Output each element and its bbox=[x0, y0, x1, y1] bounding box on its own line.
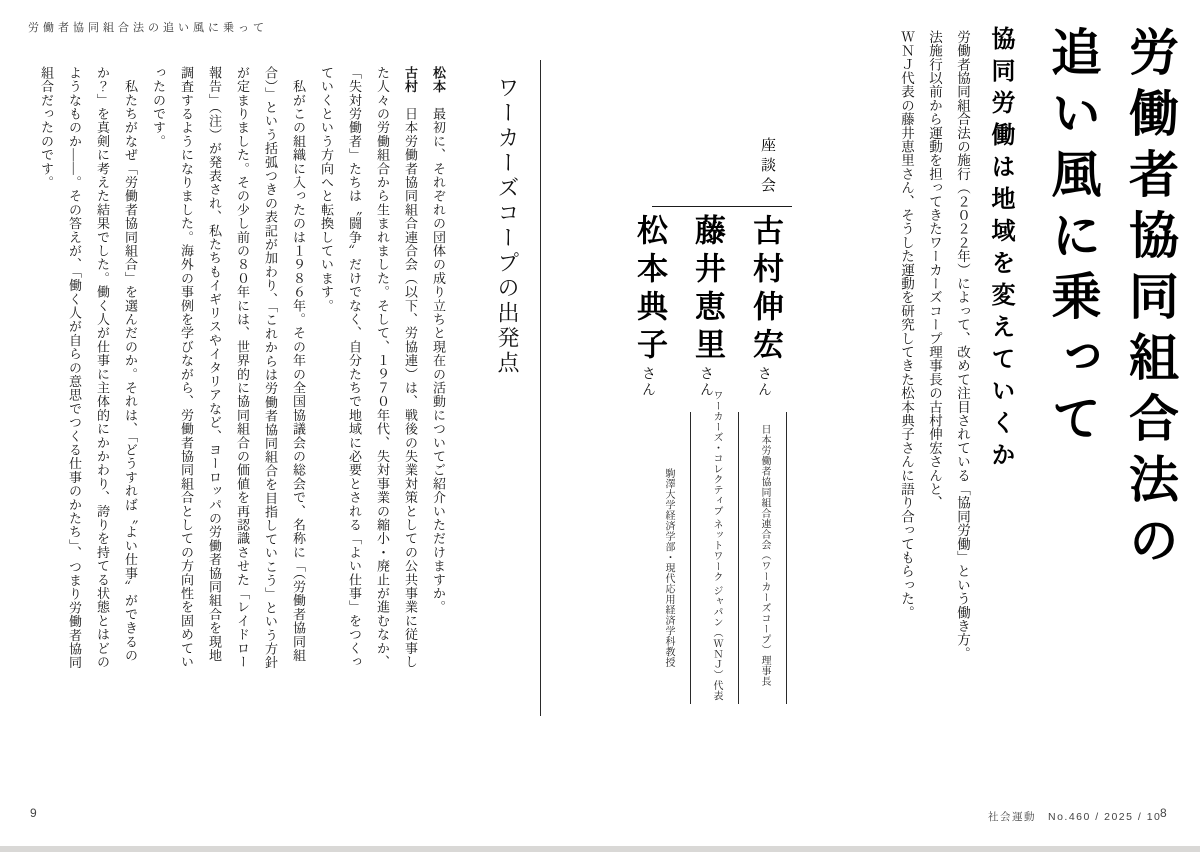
main-title-line-2: 追い風に乗って bbox=[1044, 26, 1101, 453]
speaker-name: 松本 bbox=[431, 66, 446, 94]
dialogue-text: 最初に、それぞれの団体の成り立ちと現在の活動についてご紹介いただけますか。 bbox=[431, 93, 446, 615]
lead-paragraph bbox=[892, 30, 976, 670]
roundtable-rule-line bbox=[652, 206, 792, 207]
speaker-name: 古村 bbox=[403, 66, 418, 94]
participant-names bbox=[620, 214, 794, 398]
dialogue-paragraph bbox=[424, 66, 452, 670]
honorific-suffix: さん bbox=[757, 366, 773, 398]
running-head: 労働者協同組合法の追い風に乗って bbox=[28, 22, 268, 34]
dialogue-text: 日本労働者協同組合連合会（以下、労協連）は、戦後の失業対策としての公共事業に従事した人々の労働組合から生まれました。そして、１９７０年代、失対事業の縮小・廃止が進むなか、「失対労働者」たちは〝闘争〟だけでなく、自分たちで地域に必要とされる「よい仕事」をつくっていくという方向へと転換しています。 bbox=[319, 66, 418, 669]
participant-separator-line bbox=[690, 412, 691, 704]
journal-issue-line: 社会運動 No.460 / 2025 / 10 bbox=[988, 811, 1162, 823]
participant-affiliation: ワーカーズ・コレクティブ ネットワーク ジャパン（ＷＮＪ）代表 bbox=[711, 390, 722, 702]
participant-name bbox=[620, 214, 678, 398]
article-body bbox=[28, 66, 452, 670]
honorific-suffix: さん bbox=[641, 366, 657, 398]
participant-name bbox=[678, 214, 736, 398]
dialogue-text: 私がこの組織に入ったのは１９８６年。その年の全国協議会の総会で、名称に「（労働者協同組合）」という括弧つきの表記が加わり、「これからは労働者協同組合を目指していこう」という方針が定まりました。その少し前の８０年には、世界的に協同組合の価値を再認識させた「レイドロー報告」（注）が発表され、私たちもイギリスやイタリアなど、ヨーロッパの労働者協同組合を現地調査するようになりました。海外の事例を学びながら、労働者協同組合としての方向性を固めていったのです。 bbox=[151, 66, 306, 670]
participant-name-text: 松本典子 bbox=[632, 214, 667, 366]
lead-line: 法施行以前から運動を担ってきたワーカーズコープ理事長の古村伸宏さんと、 bbox=[927, 30, 942, 510]
page-divider-line bbox=[540, 60, 541, 716]
subtitle: 協同労働は地域を変えていくか bbox=[987, 26, 1014, 474]
page-bottom-edge bbox=[0, 846, 1200, 852]
participant-affiliation: 日本労働者協同組合連合会（ワーカーズコープ）理事長 bbox=[759, 424, 770, 687]
participant-name-text: 古村伸宏 bbox=[748, 214, 783, 366]
participant-name-text: 藤井恵里 bbox=[690, 214, 725, 366]
section-heading: ワーカーズコープの出発点 bbox=[495, 76, 520, 376]
participant-name bbox=[736, 214, 794, 398]
dialogue-paragraph bbox=[312, 66, 424, 670]
page-number-right: 8 bbox=[1160, 806, 1167, 820]
page-number-left: 9 bbox=[30, 806, 37, 820]
participant-affiliation: 駒澤大学経済学部・現代応用経済学科教授 bbox=[663, 468, 674, 668]
lead-line: 労働者協同組合法の施行（２０２２年）によって、改めて注目されている「協同労働」という働き方。 bbox=[955, 30, 970, 661]
honorific-suffix: さん bbox=[699, 366, 715, 398]
dialogue-paragraph bbox=[144, 66, 312, 670]
participant-separator-line bbox=[786, 412, 787, 704]
dialogue-paragraph bbox=[32, 66, 144, 670]
main-title-line-1: 労働者協同組合法の bbox=[1122, 26, 1178, 575]
dialogue-text: 私たちがなぜ「労働者協同組合」を選んだのか。それは、「どうすれば〝よい仕事〟ができるのか？」を真剣に考えた結果でした。働く人が仕事に主体的にかかわり、誇りを持てる状態とはどのようなものか――。その答えが、「働く人が自らの意思でつくる仕事のかたち」、つまり労働者協同組合だったのです。 bbox=[39, 66, 138, 670]
participant-separator-line bbox=[738, 412, 739, 704]
roundtable-label: 座談会 bbox=[759, 137, 776, 197]
title-block bbox=[983, 26, 1188, 575]
lead-line: ＷＮＪ代表の藤井恵里さん、そうした運動を研究してきた松本典子さんに語り合ってもらった。 bbox=[899, 30, 914, 620]
